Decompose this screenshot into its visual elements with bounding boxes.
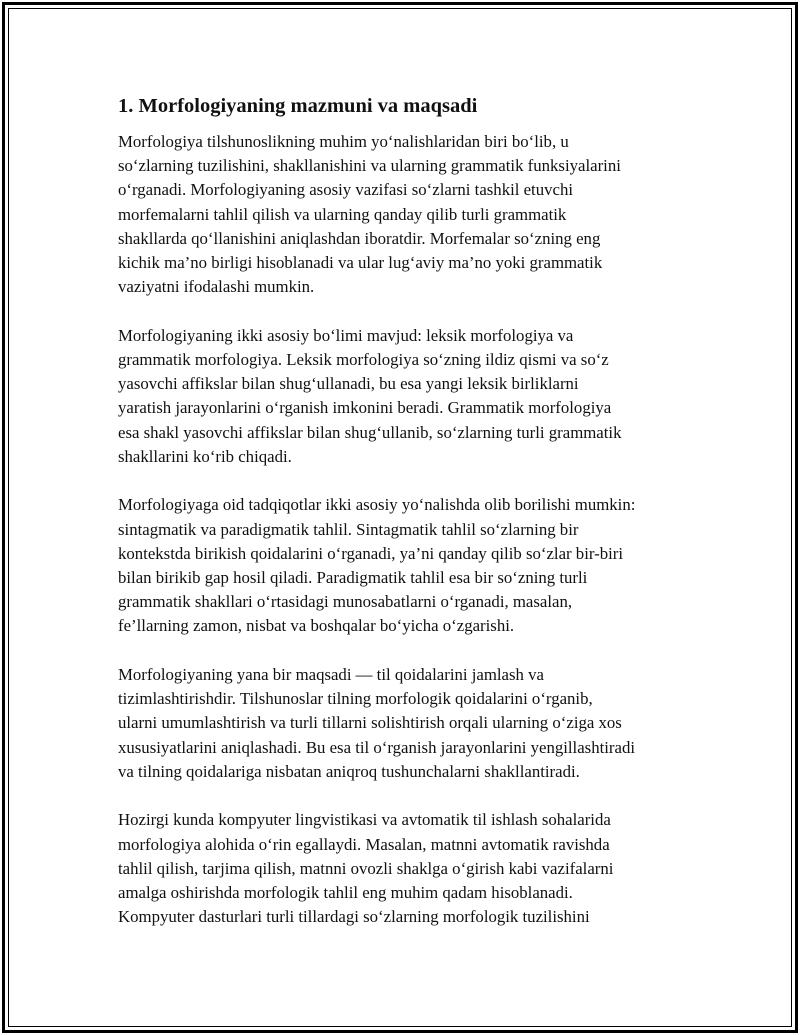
text-line: morfemalarni tahlil qilish va ularning qanday qilib turli grammatik bbox=[118, 204, 567, 224]
text-line: ularni umumlashtirish va turli tillarni solishtirish orqali ularning o‘ziga xos bbox=[118, 713, 622, 733]
text-line: vaziyatni ifodalashi mumkin. bbox=[118, 277, 315, 297]
text-line: tizimlashtirishdir. Tilshunoslar tilning morfologik qoidalarini o‘rganib, bbox=[118, 689, 593, 709]
text-line: sintagmatik va paradigmatik tahlil. Sintagmatik tahlil so‘zlarning bir bbox=[118, 519, 579, 539]
text-line: tahlil qilish, tarjima qilish, matnni ovozli shaklga o‘girish kabi vazifalarni bbox=[118, 858, 614, 878]
paragraph-4 bbox=[118, 663, 703, 784]
text-line: Morfologiyaning yana bir maqsadi — til qoidalarini jamlash va bbox=[118, 665, 544, 685]
text-line: esa shakl yasovchi affikslar bilan shug‘ullanib, so‘zlarning turli grammatik bbox=[118, 422, 622, 442]
text-line: o‘rganadi. Morfologiyaning asosiy vazifasi so‘zlarni tashkil etuvchi bbox=[118, 180, 574, 200]
section-heading: 1. Morfologiyaning mazmuni va maqsadi bbox=[118, 95, 478, 117]
document-body bbox=[118, 92, 703, 954]
text-line: Hozirgi kunda kompyuter lingvistikasi va avtomatik til ishlash sohalarida bbox=[118, 810, 611, 830]
text-line: Morfologiyaning ikki asosiy bo‘limi mavjud: leksik morfologiya va bbox=[118, 325, 574, 345]
text-line: amalga oshirishda morfologik tahlil eng muhim qadam hisoblanadi. bbox=[118, 883, 573, 903]
paragraph-1 bbox=[118, 130, 703, 299]
text-line: kontekstda birikish qoidalarini o‘rganadi, ya’ni qanday qilib so‘zlar bir-biri bbox=[118, 543, 623, 563]
text-line: grammatik morfologiya. Leksik morfologiya so‘zning ildiz qismi va so‘z bbox=[118, 350, 609, 370]
paragraph-2 bbox=[118, 324, 703, 469]
text-line: yasovchi affikslar bilan shug‘ullanadi, bu esa yangi leksik birliklarni bbox=[118, 374, 579, 394]
text-line: Kompyuter dasturlari turli tillardagi so‘zlarning morfologik tuzilishini bbox=[118, 907, 590, 927]
text-line: yaratish jarayonlarini o‘rganish imkonini beradi. Grammatik morfologiya bbox=[118, 398, 612, 418]
text-line: xususiyatlarini aniqlashadi. Bu esa til o‘rganish jarayonlarini yengillashtiradi bbox=[118, 737, 635, 757]
text-line: shakllarda qo‘llanishini aniqlashdan iboratdir. Morfemalar so‘zning eng bbox=[118, 228, 601, 248]
text-line: morfologiya alohida o‘rin egallaydi. Masalan, matnni avtomatik ravishda bbox=[118, 834, 610, 854]
paragraph-5 bbox=[118, 808, 703, 929]
text-line: Morfologiyaga oid tadqiqotlar ikki asosiy yo‘nalishda olib borilishi mumkin: bbox=[118, 495, 636, 515]
text-line: so‘zlarning tuzilishini, shakllanishini va ularning grammatik funksiyalarini bbox=[118, 156, 621, 176]
text-line: Morfologiya tilshunoslikning muhim yo‘nalishlaridan biri bo‘lib, u bbox=[118, 132, 569, 151]
text-line: bilan birikib gap hosil qiladi. Paradigmatik tahlil esa bir so‘zning turli bbox=[118, 568, 588, 588]
text-line: kichik ma’no birligi hisoblanadi va ular lug‘aviy ma’no yoki grammatik bbox=[118, 253, 603, 273]
paragraph-3 bbox=[118, 493, 703, 638]
text-line: shakllarini ko‘rib chiqadi. bbox=[118, 446, 292, 466]
text-line: grammatik shakllari o‘rtasidagi munosabatlarni o‘rganadi, masalan, bbox=[118, 592, 573, 612]
text-line: va tilning qoidalariga nisbatan aniqroq tushunchalarni shakllantiradi. bbox=[118, 761, 580, 781]
text-line: fe’llarning zamon, nisbat va boshqalar bo‘yicha o‘zgarishi. bbox=[118, 616, 515, 636]
